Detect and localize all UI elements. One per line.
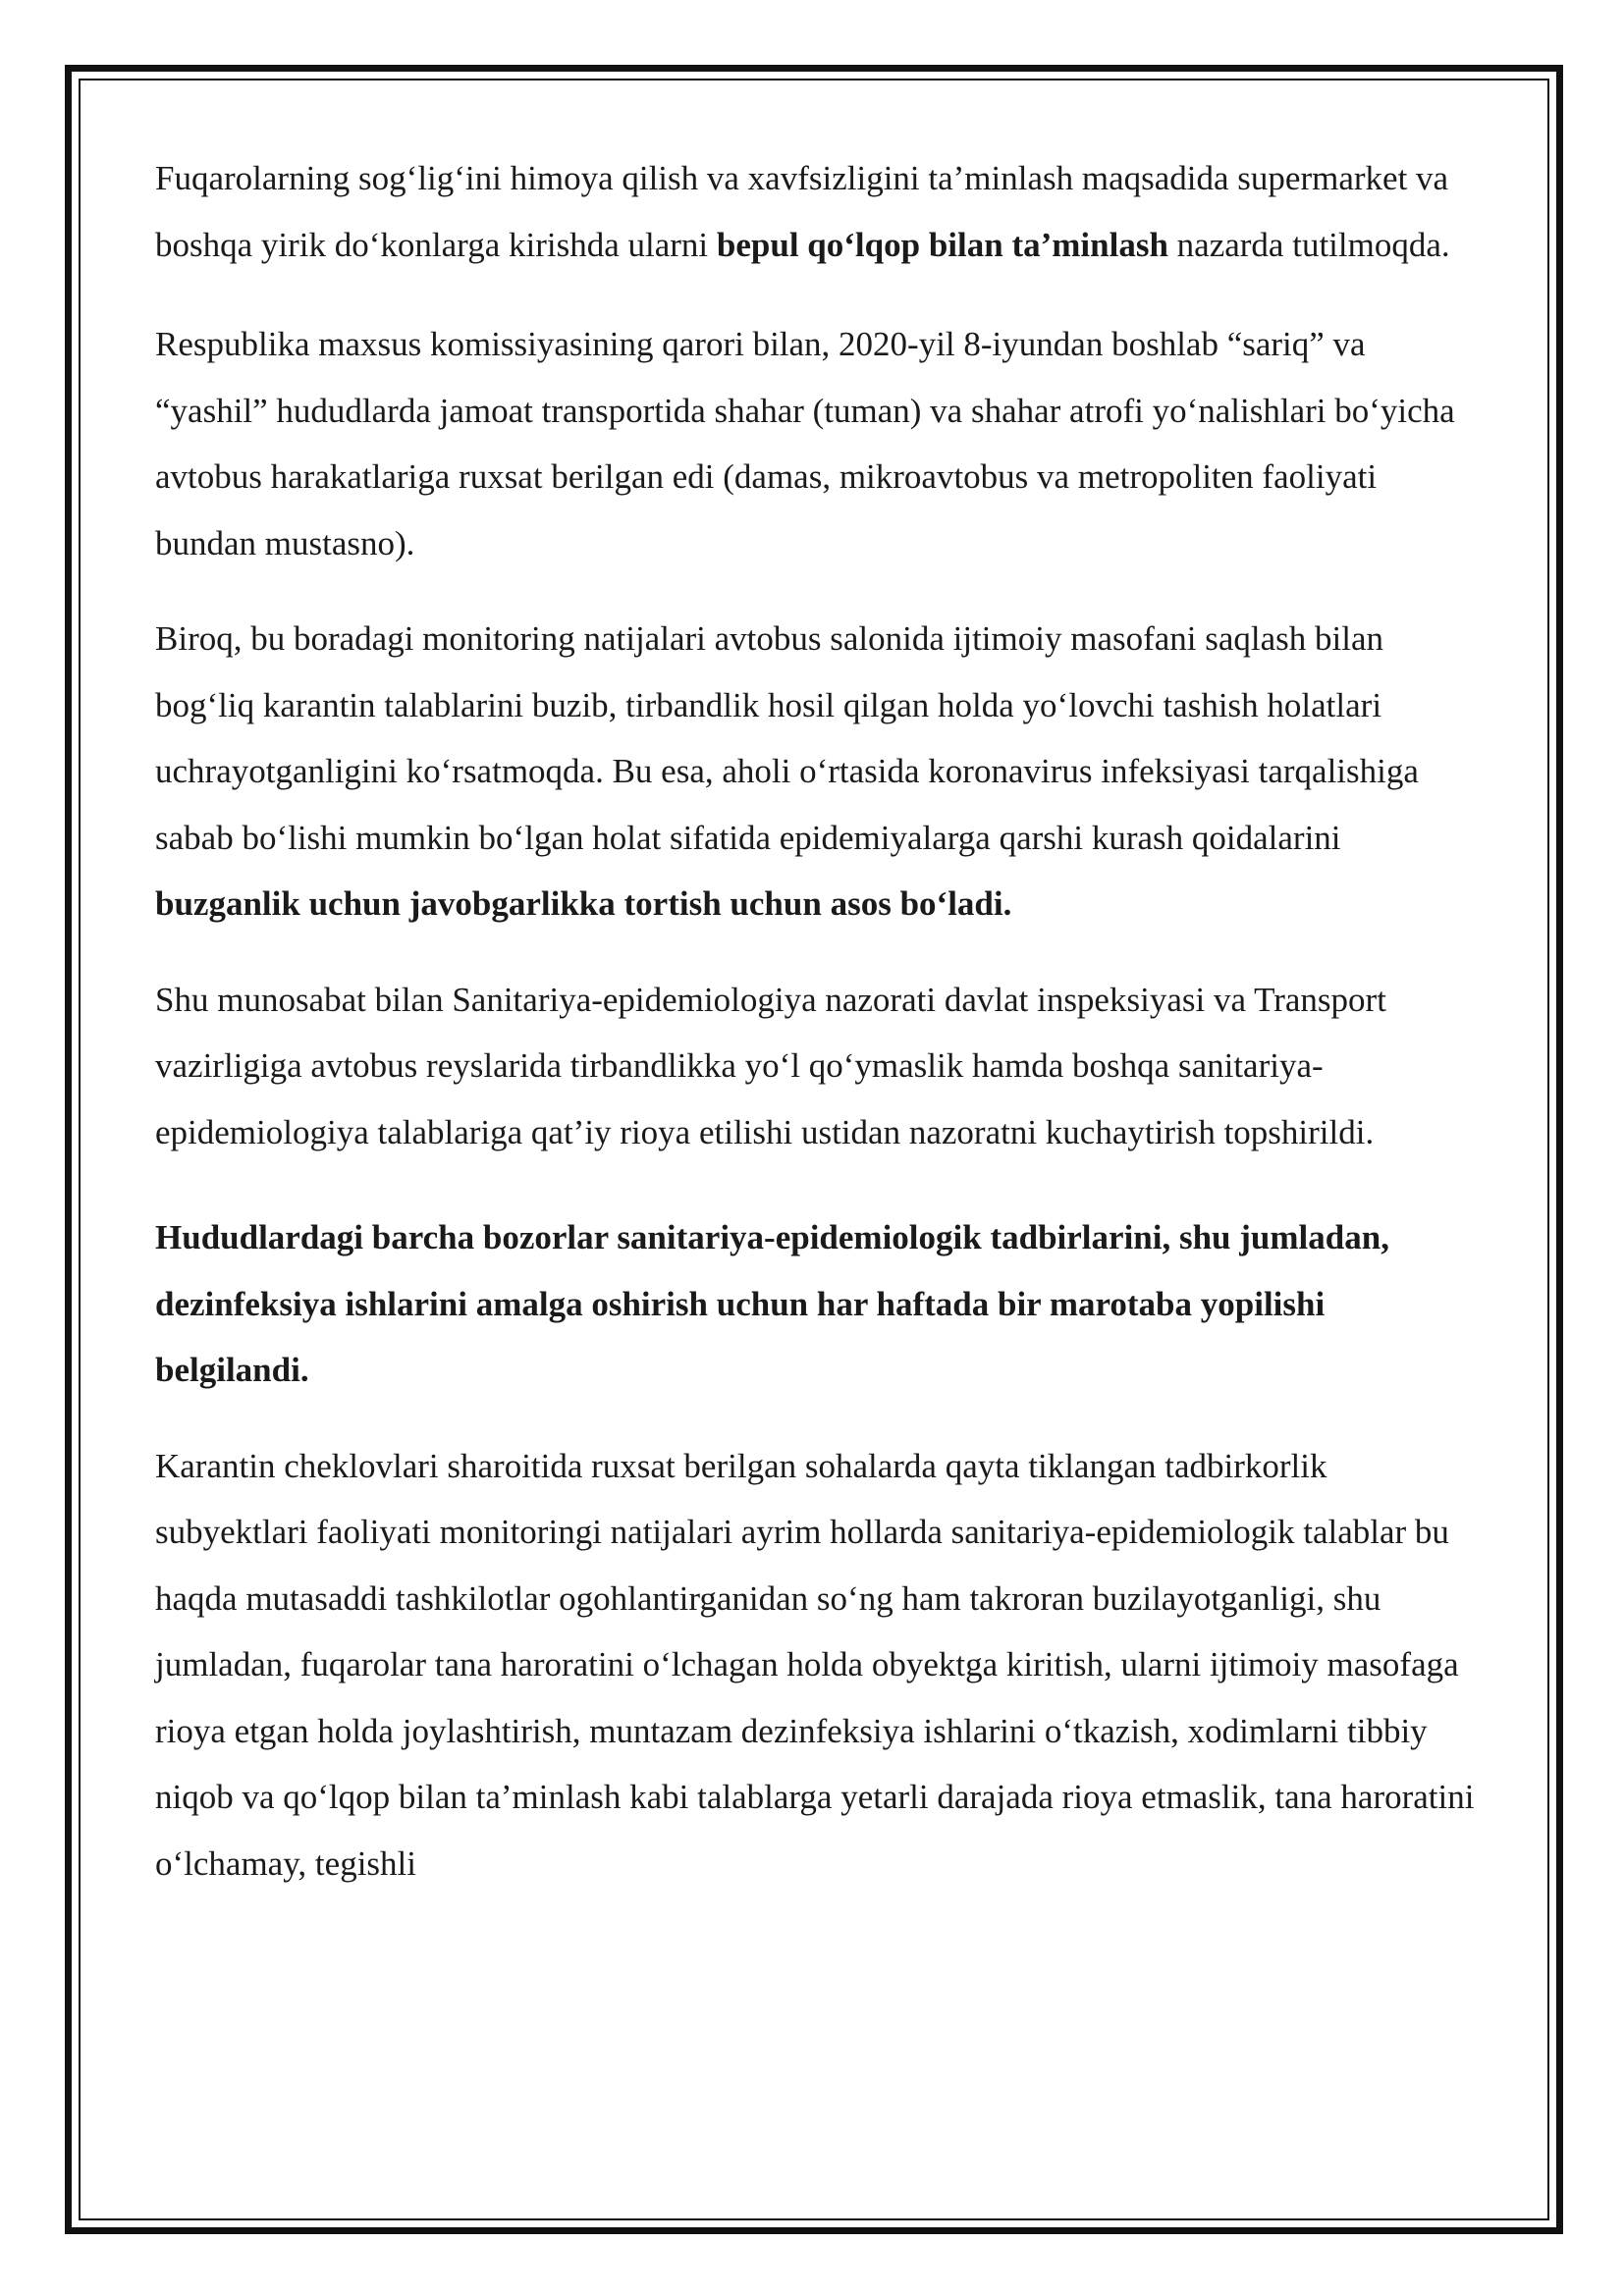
paragraph-text: nazarda tutilmoqda. xyxy=(1167,225,1450,264)
paragraph-bold-text: buzganlik uchun javobgarlikka tortish uchun asos bo‘ladi. xyxy=(155,884,1012,923)
paragraph-text: Respublika maxsus komissiyasining qarori bilan, 2020-yil 8-iyundan boshlab “sariq” va “yashil” hududlarda jamoat transportida shahar (tuman) va shahar atrofi yo‘nalishlari bo‘yicha avtobus harakatlariga ruxsat berilgan edi (damas, mikroavtobus va metropoliten faoliyati bundan mustasno). xyxy=(155,325,1455,562)
document-body xyxy=(155,145,1481,1926)
paragraph-gloves xyxy=(155,145,1481,278)
paragraph-text: Shu munosabat bilan Sanitariya-epidemiologiya nazorati davlat inspeksiyasi va Transport vazirligiga avtobus reyslarida tirbandlikka yo‘l qo‘ymaslik hamda boshqa sanitariya-epidemiologiya talablariga qat’iy rioya etilishi ustidan nazoratni kuchaytirish topshirildi. xyxy=(155,980,1386,1151)
paragraph-text: Biroq, bu boradagi monitoring natijalari avtobus salonida ijtimoiy masofani saqlash bilan bog‘liq karantin talablarini buzib, tirbandlik hosil qilgan holda yo‘lovchi tashish holatlari uchrayotganligini ko‘rsatmoqda. Bu esa, aholi o‘rtasida koronavirus infeksiyasi tarqalishiga sabab bo‘lishi mumkin bo‘lgan holat sifatida epidemiyalarga qarshi kurash qoidalarini xyxy=(155,619,1419,857)
paragraph-text: Fuqarolarning sog‘lig‘ini himoya qilish va xavfsizligini ta’minlash maqsadida supermarket va boshqa yirik do‘konlarga kirishda ularni xyxy=(155,159,1449,264)
paragraph-business-monitoring xyxy=(155,1433,1481,1897)
paragraph-bold-text: bepul qo‘lqop bilan ta’minlash xyxy=(716,225,1168,264)
paragraph-text: Hududlardagi barcha bozorlar sanitariya-epidemiologik tadbirlarini, shu jumladan, dezinfeksiya ishlarini amalga oshirish uchun har haftada bir marotaba yopilishi belgilandi. xyxy=(155,1218,1389,1389)
paragraph-markets-closure xyxy=(155,1204,1481,1404)
paragraph-text: Karantin cheklovlari sharoitida ruxsat berilgan sohalarda qayta tiklangan tadbirkorlik subyektlari faoliyati monitoringi natijalari ayrim hollarda sanitariya-epidemiologik talablar bu haqda mutasaddi tashkilotlar ogohlantirganidan so‘ng ham takroran buzilayotganligi, shu jumladan, fuqarolar tana haroratini o‘lchagan holda obyektga kiritish, ularni ijtimoiy masofaga rioya etgan holda joylashtirish, muntazam dezinfeksiya ishlarini o‘tkazish, xodimlarni tibbiy niqob va qo‘lqop bilan ta’minlash kabi talablarga yetarli darajada rioya etmaslik, tana haroratini o‘lchamay, tegishli xyxy=(155,1446,1475,1883)
paragraph-inspection xyxy=(155,967,1481,1166)
paragraph-bus-transport xyxy=(155,311,1481,576)
paragraph-monitoring xyxy=(155,606,1481,937)
